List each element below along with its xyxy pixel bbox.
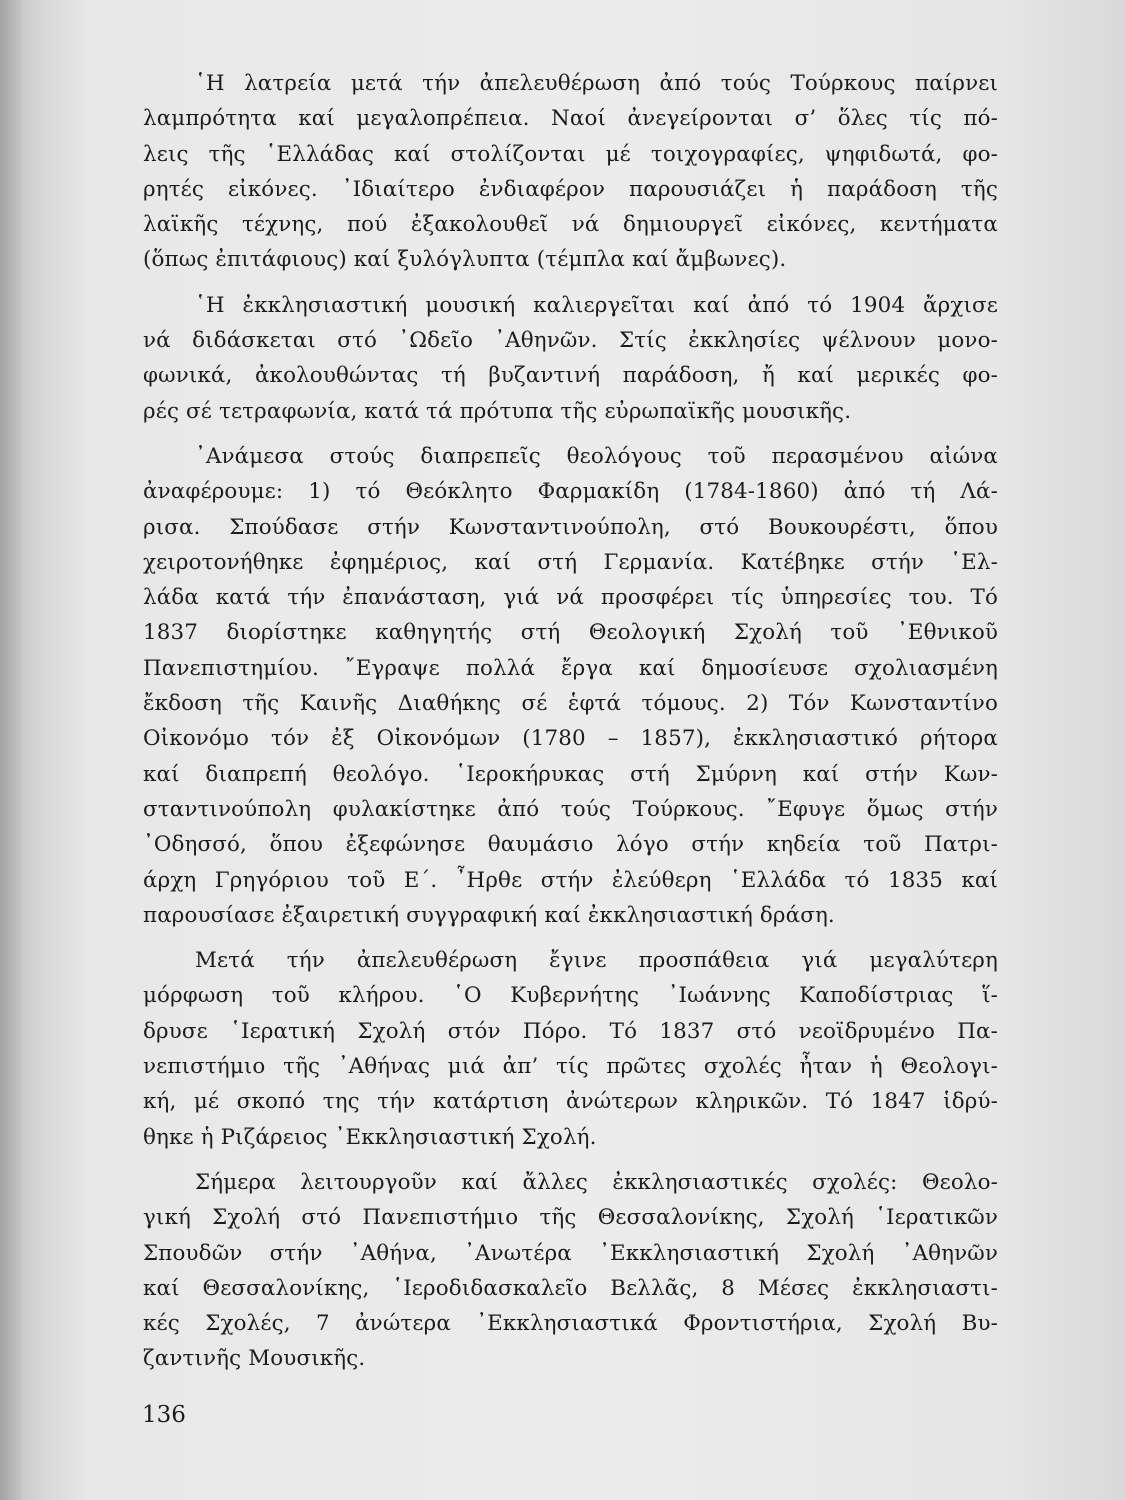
text-line: (ὅπως ἐπιτάφιους) καί ξυλόγλυπτα (τέμπλα καί ἄμβωνες).: [143, 247, 787, 273]
paragraph-schools-today: [143, 1165, 998, 1377]
text-line: ρές σέ τετραφωνία, κατά τά πρότυπα τῆς εὐρωπαϊκῆς μουσικῆς.: [143, 398, 852, 424]
text-line: κή, μέ σκοπό της τήν κατάρτιση ἀνώτερων κληρικῶν. Τό 1847 ἱδρύ-: [143, 1089, 998, 1115]
text-line: χειροτονήθηκε ἐφημέριος, καί στή Γερμανία. Κατέβηκε στήν ῾Ελ-: [143, 549, 998, 575]
text-line: σταντινούπολη φυλακίστηκε ἀπό τούς Τούρκους. ῎Εφυγε ὅμως στήν: [143, 796, 998, 822]
text-line: φωνικά, ἀκολουθώντας τή βυζαντινή παράδοση, ἤ καί μερικές φο-: [143, 363, 998, 389]
text-line: νά διδάσκεται στό ᾿Ωδεῖο ᾿Αθηνῶν. Στίς ἐκκλησίες ψέλνουν μονο-: [143, 328, 998, 354]
text-line: Οἰκονόμο τόν ἐξ Οἰκονόμων (1780 – 1857), ἐκκλησιαστικό ρήτορα: [143, 726, 998, 752]
text-line: λαϊκῆς τέχνης, πού ἐξακολουθεῖ νά δημιουργεῖ εἰκόνες, κεντήματα: [143, 212, 998, 238]
text-line: Μετά τήν ἀπελευθέρωση ἔγινε προσπάθεια γιά μεγαλύτερη: [195, 948, 998, 974]
paragraph-theologians: [143, 439, 998, 933]
text-line: ρισα. Σπούδασε στήν Κωνσταντινούπολη, στό Βουκουρέστι, ὅπου: [143, 514, 998, 540]
text-line: λαμπρότητα καί μεγαλοπρέπεια. Ναοί ἀνεγείρονται σ’ ὅλες τίς πό-: [143, 106, 998, 132]
page-gutter-shadow: [0, 0, 22, 1500]
text-line: ᾿Οδησσό, ὅπου ἐξεφώνησε θαυμάσιο λόγο στήν κηδεία τοῦ Πατρι-: [143, 832, 998, 858]
text-line: ῾Η ἐκκλησιαστική μουσική καλιεργεῖται καί ἀπό τό 1904 ἄρχισε: [195, 292, 998, 318]
text-line: νεπιστήμιο τῆς ᾿Αθήνας μιά ἀπ’ τίς πρῶτες σχολές ἦταν ἡ Θεολογι-: [143, 1054, 998, 1080]
text-line: θηκε ἡ Ριζάρειος ᾿Εκκλησιαστική Σχολή.: [143, 1124, 597, 1150]
text-line: ζαντινῆς Μουσικῆς.: [143, 1346, 366, 1372]
text-line: 1837 διορίστηκε καθηγητής στή Θεολογική Σχολή τοῦ ᾿Εθνικοῦ: [143, 620, 998, 646]
text-line: Σήμερα λειτουργοῦν καί ἄλλες ἐκκλησιαστικές σχολές: Θεολο-: [195, 1169, 998, 1195]
text-line: ᾿Ανάμεσα στούς διαπρεπεῖς θεολόγους τοῦ περασμένου αἰώνα: [195, 443, 998, 469]
text-line: παρουσίασε ἐξαιρετική συγγραφική καί ἐκκλησιαστική δράση.: [143, 902, 835, 928]
text-line: κές Σχολές, 7 ἀνώτερα ᾿Εκκλησιαστικά Φροντιστήρια, Σχολή Βυ-: [143, 1311, 998, 1337]
text-line: Πανεπιστημίου. ῎Εγραψε πολλά ἔργα καί δημοσίευσε σχολιασμένη: [143, 655, 998, 681]
text-line: ρητές εἰκόνες. ᾿Ιδιαίτερο ἐνδιαφέρον παρουσιάζει ἡ παράδοση τῆς: [143, 176, 998, 202]
text-line: καί διαπρεπή θεολόγο. ῾Ιεροκήρυκας στή Σμύρνη καί στήν Κων-: [143, 761, 998, 787]
text-line: δρυσε ῾Ιερατική Σχολή στόν Πόρο. Τό 1837 στό νεοϊδρυμένο Πα-: [143, 1018, 998, 1044]
text-line: λεις τῆς ῾Ελλάδας καί στολίζονται μέ τοιχογραφίες, ψηφιδωτά, φο-: [143, 141, 998, 167]
body-text: [143, 66, 998, 1387]
text-line: ἔκδοση τῆς Καινῆς Διαθήκης σέ ἑφτά τόμους. 2) Τόν Κωνσταντίνο: [143, 691, 998, 717]
paragraph-clergy-education: [143, 943, 998, 1155]
text-line: άρχη Γρηγόριου τοῦ Ε΄. ῏Ηρθε στήν ἐλεύθερη ῾Ελλάδα τό 1835 καί: [143, 867, 998, 893]
text-line: καί Θεσσαλονίκης, ῾Ιεροδιδασκαλεῖο Βελλᾶς, 8 Μέσες ἐκκλησιαστι-: [143, 1275, 998, 1301]
text-line: ἀναφέρουμε: 1) τό Θεόκλητο Φαρμακίδη (1784-1860) ἀπό τή Λά-: [143, 479, 998, 505]
paragraph-music: [143, 288, 998, 429]
text-line: μόρφωση τοῦ κλήρου. ῾Ο Κυβερνήτης ᾿Ιωάννης Καποδίστριας ἵ-: [143, 983, 998, 1009]
paragraph-worship: [143, 66, 998, 278]
text-line: λάδα κατά τήν ἐπανάσταση, γιά νά προσφέρει τίς ὑπηρεσίες του. Τό: [143, 585, 998, 611]
text-line: ῾Η λατρεία μετά τήν ἀπελευθέρωση ἀπό τούς Τούρκους παίρνει: [195, 71, 998, 96]
text-line: γική Σχολή στό Πανεπιστήμιο τῆς Θεσσαλονίκης, Σχολή ῾Ιερατικῶν: [143, 1205, 998, 1231]
page-number: 136: [142, 1402, 186, 1428]
text-line: Σπουδῶν στήν ᾿Αθήνα, ᾿Ανωτέρα ᾿Εκκλησιαστική Σχολή ᾿Αθηνῶν: [143, 1240, 998, 1266]
